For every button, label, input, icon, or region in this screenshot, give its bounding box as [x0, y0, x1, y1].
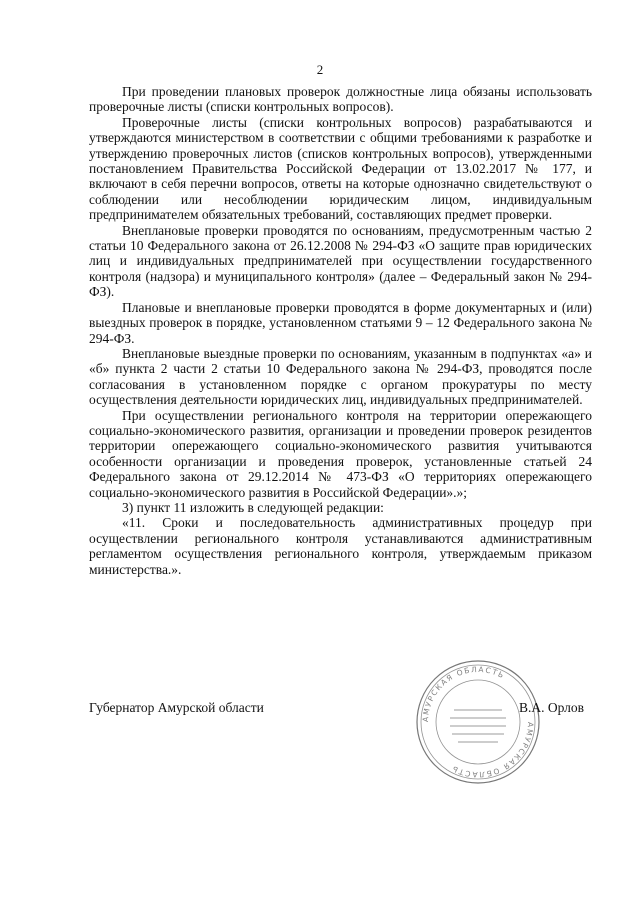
paragraph-1: При проведении плановых проверок должностные лица обязаны использовать проверочные листы (списки контрольных вопросов). [89, 84, 592, 115]
signatory-name: В.А. Орлов [518, 700, 584, 715]
seal-ring-text: АМУРСКАЯ ОБЛАСТЬ [420, 664, 507, 723]
paragraph-3: Внеплановые проверки проводятся по основаниям, предусмотренным частью 2 статьи 10 Федерального закона от 26.12.2008 № 294-ФЗ «О защите прав юридических лиц и индивидуальных предпринимателей при осуществлении государственного контроля (надзора) и муниципального контроля» (далее – Федеральный закон № 294-ФЗ). [89, 222, 592, 300]
paragraph-7: 3) пункт 11 изложить в следующей редакции: [122, 499, 384, 515]
page-number: 2 [316, 62, 324, 77]
paragraph-5: Внеплановые выездные проверки по основаниям, указанным в подпунктах «а» и «б» пункта 2 части 2 статьи 10 Федерального закона № 294-ФЗ, проводятся после согласования в установленном порядке с органом прокуратуры по месту осуществления деятельности юридических лиц, индивидуальных предпринимателей. [89, 345, 592, 408]
paragraph-4: Плановые и внеплановые проверки проводятся в форме документарных и (или) выездных проверок в порядке, установленном статьями 9 – 12 Федерального закона № 294-ФЗ. [89, 299, 592, 346]
paragraph-8: «11. Сроки и последовательность административных процедур при осуществлении регионального контроля устанавливаются административным регламентом осуществления регионального контроля, утверждаемым приказом министерства.». [89, 515, 592, 577]
paragraph-2: Проверочные листы (списки контрольных вопросов) разрабатываются и утверждаются министерством в соответствии с общими требованиями к разработке и утверждению проверочных листов (списков контрольных вопросов), утвержденными постановлением Правительства Российской Федерации от 13.02.2017 № 177, и включают в себя перечни вопросов, ответы на которые однозначно свидетельствуют о соблюдении или несоблюдении юридическим лицом, индивидуальным предпринимателем обязательных требований, составляющих предмет проверки. [89, 114, 592, 223]
document-body [89, 84, 592, 577]
paragraph-6: При осуществлении регионального контроля на территории опережающего социально-экономического развития, организации и проведении проверок резидентов территории опережающего социально-экономического развития учитываются особенности организации и проведения проверок, установленные статьей 24 Федерального закона от 29.12.2014 № 473-ФЗ «О территориях опережающего социально-экономического развития в Российской Федерации».»; [89, 407, 592, 500]
signature-block [89, 700, 594, 730]
seal-ring-text-repeat: АМУРСКАЯ ОБЛАСТЬ [449, 721, 536, 780]
signatory-position: Губернатор Амурской области [89, 700, 264, 715]
svg-text:АМУРСКАЯ ОБЛАСТЬ [450, 722, 536, 779]
